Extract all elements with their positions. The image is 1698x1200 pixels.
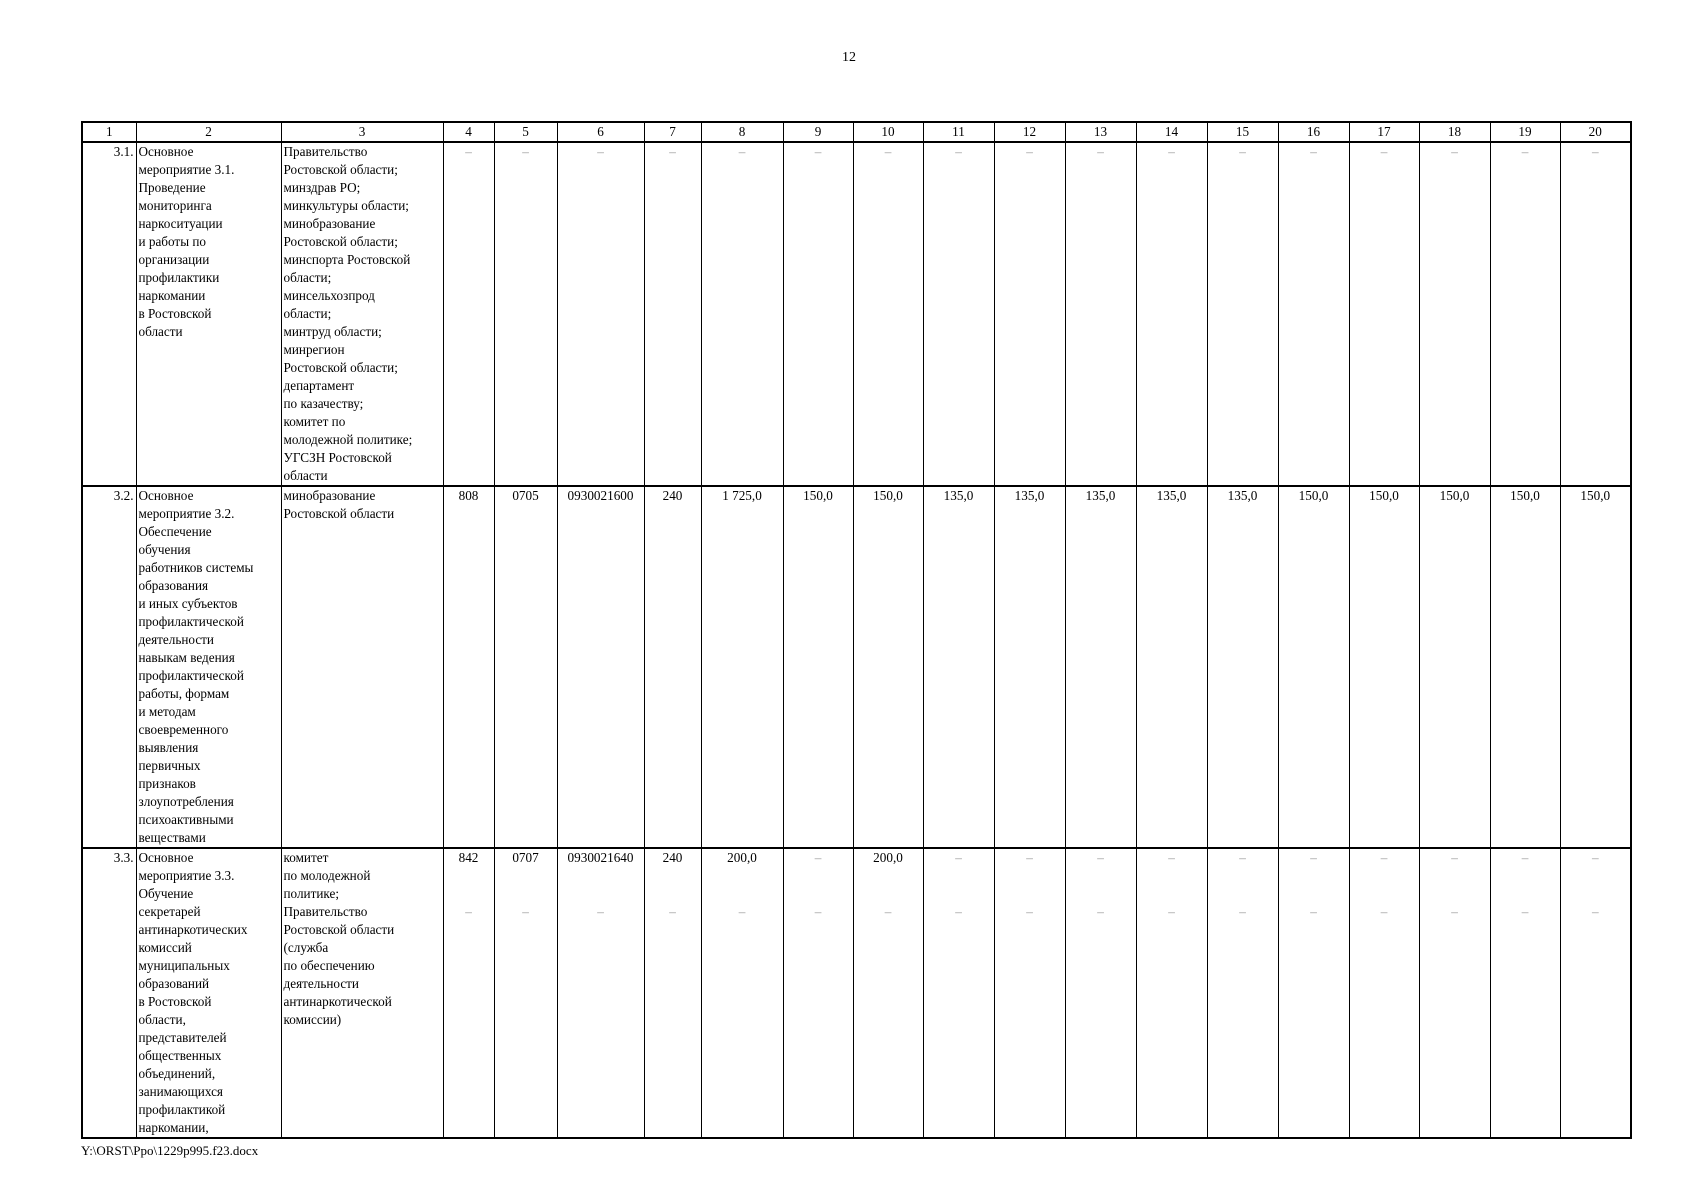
value-cell-col-4: – (443, 142, 494, 486)
value-cell-col-16: – (1278, 142, 1349, 486)
activity-name: Основное мероприятие 3.3. Обучение секретарей антинаркотических комиссий муниципальных образований в Ростовской области, представителей общественных объединений, занимающихся профилактикой наркомании, (136, 848, 281, 1138)
column-header-4: 4 (443, 122, 494, 142)
table-row (82, 848, 1631, 1138)
value-cell-col-10: – (853, 142, 923, 486)
column-header-19: 19 (1490, 122, 1560, 142)
column-header-5: 5 (494, 122, 557, 142)
value-cell-col-15: – (1207, 142, 1278, 486)
value-cell-col-11: – (923, 142, 994, 486)
value-cell-col-17: 150,0 (1349, 486, 1419, 848)
column-header-11: 11 (923, 122, 994, 142)
value-cell-col-7: 240 – (644, 848, 701, 1138)
value-cell-col-14: – – (1136, 848, 1207, 1138)
column-header-1: 1 (82, 122, 136, 142)
column-header-18: 18 (1419, 122, 1490, 142)
executor: Правительство Ростовской области; минздрав РО; минкультуры области; минобразование Ростовской области; минспорта Ростовской области; минсельхозпрод области; минтруд области; минрегион Ростовской области; департамент по казачеству; комитет по молодежной политике; УГСЗН Ростовской области (281, 142, 443, 486)
value-cell-col-15: – – (1207, 848, 1278, 1138)
column-header-15: 15 (1207, 122, 1278, 142)
value-cell-col-17: – (1349, 142, 1419, 486)
column-header-8: 8 (701, 122, 783, 142)
column-header-17: 17 (1349, 122, 1419, 142)
activity-name: Основное мероприятие 3.1. Проведение мониторинга наркоситуации и работы по организации профилактики наркомании в Ростовской области (136, 142, 281, 486)
column-header-9: 9 (783, 122, 853, 142)
value-cell-col-4: 842 – (443, 848, 494, 1138)
page-number: 12 (842, 50, 856, 65)
column-header-13: 13 (1065, 122, 1136, 142)
budget-table (81, 121, 1632, 1139)
value-cell-col-14: – (1136, 142, 1207, 486)
value-cell-col-19: 150,0 (1490, 486, 1560, 848)
value-cell-col-13: 135,0 (1065, 486, 1136, 848)
column-header-16: 16 (1278, 122, 1349, 142)
table-row (82, 142, 1631, 486)
value-cell-col-19: – (1490, 142, 1560, 486)
value-cell-col-5: – (494, 142, 557, 486)
value-cell-col-4: 808 (443, 486, 494, 848)
value-cell-col-12: – – (994, 848, 1065, 1138)
table-header-row (82, 122, 1631, 142)
value-cell-col-5: 0705 (494, 486, 557, 848)
executor: комитет по молодежной политике; Правительство Ростовской области (служба по обеспечению деятельности антинаркотической комиссии) (281, 848, 443, 1138)
value-cell-col-12: 135,0 (994, 486, 1065, 848)
value-cell-col-10: 150,0 (853, 486, 923, 848)
column-header-6: 6 (557, 122, 644, 142)
file-path-footer: Y:\ORST\Ppo\1229p995.f23.docx (81, 1143, 259, 1158)
value-cell-col-18: – (1419, 142, 1490, 486)
column-header-3: 3 (281, 122, 443, 142)
value-cell-col-9: – (783, 142, 853, 486)
value-cell-col-18: 150,0 (1419, 486, 1490, 848)
value-cell-col-6: 0930021600 (557, 486, 644, 848)
column-header-10: 10 (853, 122, 923, 142)
value-cell-col-14: 135,0 (1136, 486, 1207, 848)
value-cell-col-8: 200,0 – (701, 848, 783, 1138)
value-cell-col-8: – (701, 142, 783, 486)
value-cell-col-11: – – (923, 848, 994, 1138)
value-cell-col-20: – (1560, 142, 1631, 486)
value-cell-col-16: – – (1278, 848, 1349, 1138)
value-cell-col-16: 150,0 (1278, 486, 1349, 848)
value-cell-col-5: 0707 – (494, 848, 557, 1138)
item-number: 3.2. (82, 486, 136, 848)
column-header-14: 14 (1136, 122, 1207, 142)
value-cell-col-20: 150,0 (1560, 486, 1631, 848)
value-cell-col-11: 135,0 (923, 486, 994, 848)
value-cell-col-10: 200,0 – (853, 848, 923, 1138)
table-body (82, 142, 1631, 1138)
item-number: 3.3. (82, 848, 136, 1138)
value-cell-col-18: – – (1419, 848, 1490, 1138)
column-header-7: 7 (644, 122, 701, 142)
value-cell-col-19: – – (1490, 848, 1560, 1138)
value-cell-col-15: 135,0 (1207, 486, 1278, 848)
table-row (82, 486, 1631, 848)
column-header-12: 12 (994, 122, 1065, 142)
value-cell-col-6: 0930021640 – (557, 848, 644, 1138)
value-cell-col-12: – (994, 142, 1065, 486)
value-cell-col-9: 150,0 (783, 486, 853, 848)
value-cell-col-17: – – (1349, 848, 1419, 1138)
value-cell-col-7: – (644, 142, 701, 486)
column-header-20: 20 (1560, 122, 1631, 142)
column-header-2: 2 (136, 122, 281, 142)
item-number: 3.1. (82, 142, 136, 486)
value-cell-col-13: – (1065, 142, 1136, 486)
value-cell-col-6: – (557, 142, 644, 486)
value-cell-col-8: 1 725,0 (701, 486, 783, 848)
activity-name: Основное мероприятие 3.2. Обеспечение обучения работников системы образования и иных субъектов профилактической деятельности навыкам ведения профилактической работы, формам и методам своевременного выявления первичных признаков злоупотребления психоактивными веществами (136, 486, 281, 848)
value-cell-col-9: – – (783, 848, 853, 1138)
value-cell-col-20: – – (1560, 848, 1631, 1138)
executor: минобразование Ростовской области (281, 486, 443, 848)
value-cell-col-13: – – (1065, 848, 1136, 1138)
value-cell-col-7: 240 (644, 486, 701, 848)
